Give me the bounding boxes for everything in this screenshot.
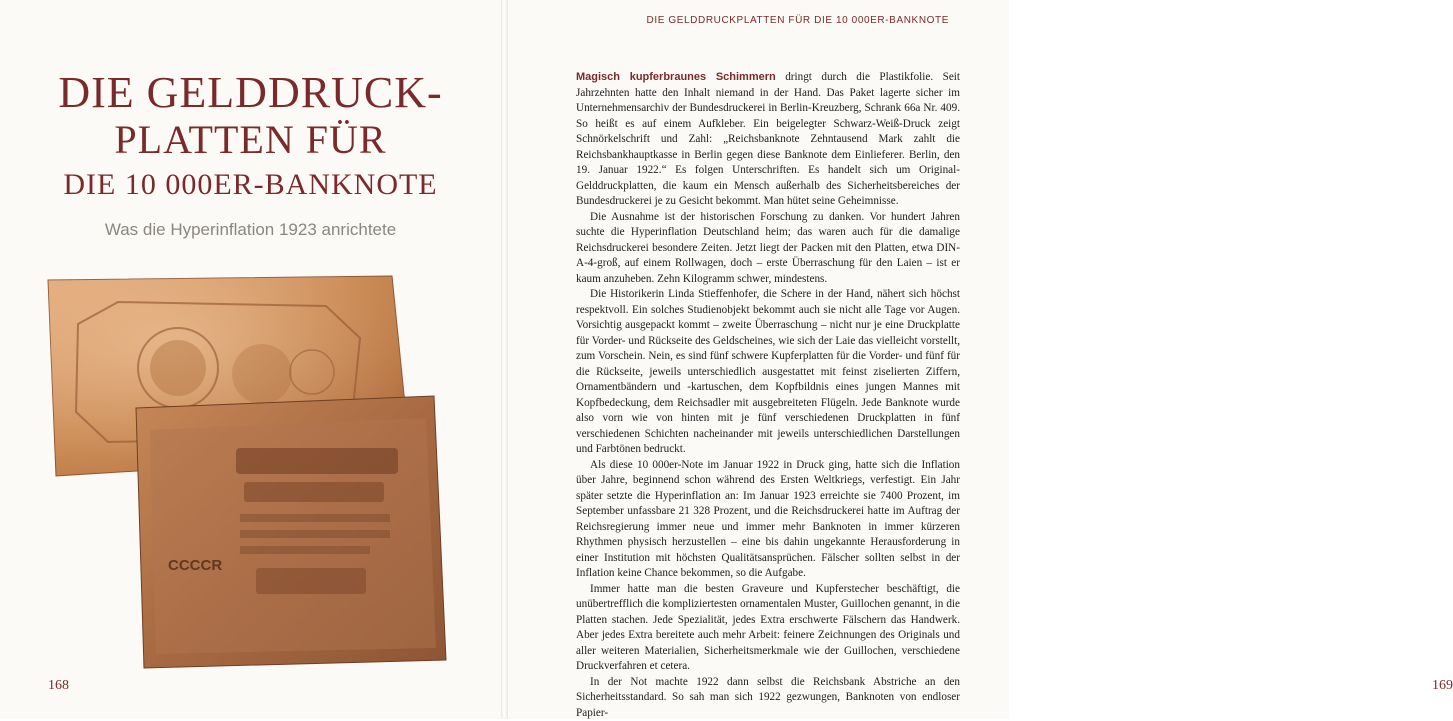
- chapter-title: [0, 70, 501, 206]
- printing-plates-photo: [0, 268, 501, 668]
- copper-plate-front: [136, 396, 446, 668]
- book-gutter: [501, 0, 508, 719]
- paragraph-1: [576, 70, 960, 210]
- paragraph-1-text: dringt durch die Plastikfolie. Seit Jahrzehnten hatte den Inhalt niemand in der Hand. Das Paket lagerte sicher im Unternehmensarchiv der Bundesdruckerei in Berlin-Kreuzberg, Schrank 66a Nr. 409. So heißt es auf einem Aufkleber. Ein beigelegter Schwarz-Weiß-Druck zeigt Schnörkelschrift und Zahl: „Reichsbanknote Zehntausend Mark zahlt die Reichsbankhauptkasse in Berlin gegen diese Banknote dem Einlieferer. Berlin, den 19. Januar 1922.“ Es folgen Unterschriften. Es handelt sich um Original-Gelddruckplatten, die kaum ein Mensch außerhalb des Sicherheitsbereiches der Bundesdruckerei je zu Gesicht bekommt. Man hütet seine Geheimnisse.: [576, 71, 960, 207]
- chapter-subtitle: Was die Hyperinflation 1923 anrichtete: [0, 220, 501, 240]
- page-number-right: 169: [1432, 678, 1453, 694]
- left-page: [0, 0, 501, 719]
- title-line-1: DIE GELDDRUCK-: [0, 70, 501, 116]
- page-number-left: 168: [48, 678, 69, 694]
- body-text: [576, 70, 960, 721]
- paragraph-5: Immer hatte man die besten Graveure und Kupferstecher beschäftigt, die unübertrefflich die kompliziertesten ornamentalen Muster, Guillochen genannt, in die Platten stachen. Jede Spezialität, jedes Extra erschwerte Fälschern das Handwerk. Aber jedes Extra bereitete auch mehr Arbeit: feinere Zeichnungen des Originals und aller weiteren Materialien, Sicherheitsmerkmale wie der Guillochen, verschiedene Druckverfahren et cetera.: [576, 582, 960, 675]
- paragraph-4: Als diese 10 000er-Note im Januar 1922 in Druck ging, hatte sich die Inflation über Jahre, beginnend schon während des Ersten Weltkriegs, verfestigt. Ein Jahr später setzte die Hyperinflation an: Im Januar 1923 erreichte sie 7400 Prozent, im September unfassbare 21 328 Prozent, und die Reichsdruckerei hatte im Auftrag der Reichsregierung immer neue und immer mehr Banknoten in immer kürzeren Rhythmen physisch herzustellen – eine bis dahin ungekannte Herausforderung in einer Institution mit höchsten Qualitätsansprüchen. Fälscher sollten selbst in der Inflation keine Chance bekommen, so die Aufgabe.: [576, 458, 960, 582]
- plate-numeral: CCCCR: [168, 557, 222, 574]
- title-line-2: PLATTEN FÜR: [0, 116, 501, 164]
- paragraph-6: In der Not machte 1922 dann selbst die Reichsbank Abstriche an den Sicherheitsstandard. So sah man sich 1922 gezwungen, Banknoten von endloser Papier-: [576, 675, 960, 721]
- title-line-3: DIE 10 000ER-BANKNOTE: [0, 164, 501, 206]
- running-head: DIE GELDDRUCKPLATTEN FÜR DIE 10 000ER-BANKNOTE: [647, 15, 949, 26]
- lead-in: Magisch kupferbraunes Schimmern: [576, 71, 776, 83]
- paragraph-3: Die Historikerin Linda Stieffenhofer, die Schere in der Hand, nähert sich höchst respektvoll. Ein solches Studienobjekt bekommt auch sie nicht alle Tage vor Augen. Vorsichtig ausgepackt kommt – zweite Überraschung – nicht nur je eine Druckplatte für Vorder- und Rückseite des Geldscheines, wie sich der Laie das vielleicht vorstellt, zum Vorschein. Nein, es sind fünf schwere Kupferplatten für die Vorder- und fünf für die Rückseite, jeweils unterschiedlich ausgestattet mit feinst ziselierten Ziffern, Ornamentbändern und -kartuschen, dem Kopfbildnis eines jungen Mannes mit Kopfbedeckung, dem Reichsadler mit ausgebreiteten Flügeln. Jede Banknote wurde also vorn wie von hinten mit je fünf verschiedenen Druckplatten in fünf verschiedenen Schichten nacheinander mit jeweils unterschiedlichen Darstellungen und Farbtönen bedruckt.: [576, 287, 960, 458]
- paragraph-2: Die Ausnahme ist der historischen Forschung zu danken. Vor hundert Jahren suchte die Hyperinflation Deutschland heim; das waren auch für die damalige Reichsdruckerei besondere Zeiten. Jetzt liegt der Packen mit den Platten, etwa DIN-A-4-groß, auf einem Rollwagen, doch – erste Überraschung für den Laien – ist er kaum anzuheben. Zehn Kilogramm schwer, mindestens.: [576, 210, 960, 288]
